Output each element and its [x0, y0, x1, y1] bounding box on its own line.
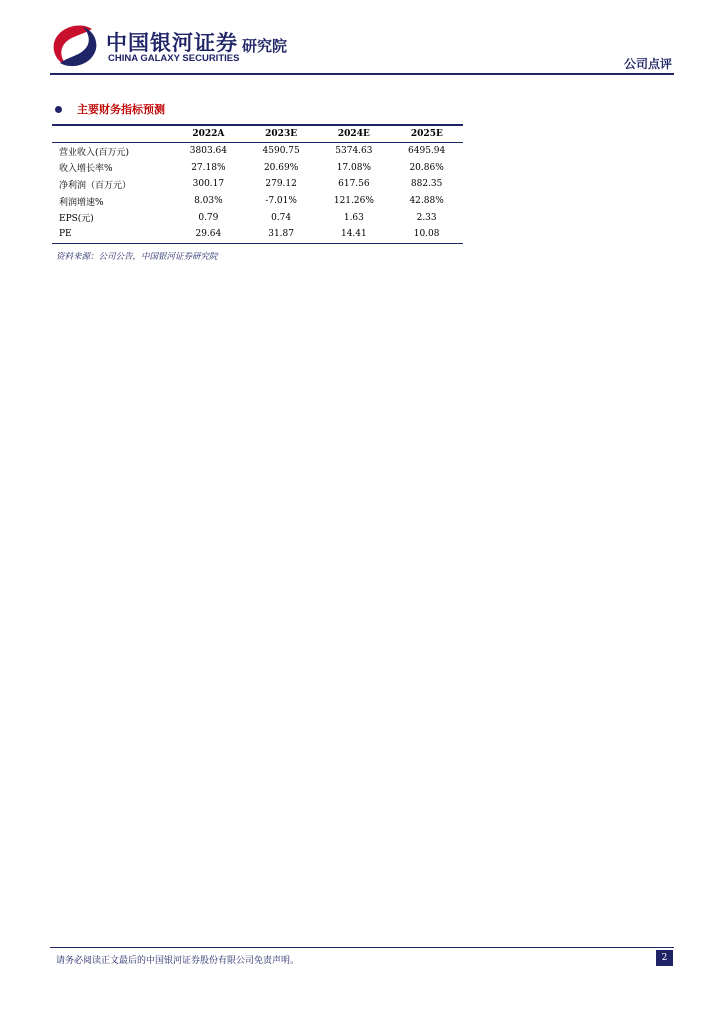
bullet-icon [55, 106, 62, 113]
table-cell: 8.03% [194, 196, 223, 207]
table-cell: 42.88% [409, 196, 444, 207]
table-cell: 10.08 [390, 226, 463, 243]
table-cell: -7.01% [265, 196, 297, 207]
row-label: 营业收入(百万元) [59, 147, 130, 158]
institute-label: 研究院 [242, 37, 288, 55]
table-cell: 14.41 [318, 226, 391, 243]
table-row [52, 193, 463, 210]
brand-name-cn: 中国银河证券 [106, 31, 238, 55]
column-header: 2022A [172, 125, 245, 143]
table-cell: 27.18% [191, 162, 226, 173]
row-label: EPS(元) [59, 214, 94, 225]
table-header-row [52, 125, 463, 143]
table-cell: 20.86% [409, 162, 444, 173]
row-label: PE [52, 226, 172, 243]
footer-disclaimer: 请务必阅读正文最后的中国银河证券股份有限公司免责声明。 [56, 956, 300, 966]
financial-forecast-table [52, 124, 463, 244]
brand-name-en: CHINA GALAXY SECURITIES [108, 53, 240, 64]
table-row [52, 160, 463, 177]
table-cell: 29.64 [172, 226, 245, 243]
table-cell: 6495.94 [408, 146, 446, 157]
table-cell: 121.26% [333, 196, 374, 207]
table-source-note: 资料来源：公司公告，中国银河证券研究院 [56, 252, 218, 262]
footer-divider [50, 947, 674, 948]
table-row [52, 209, 463, 226]
table-cell: 0.74 [271, 212, 292, 223]
table-cell: 20.69% [263, 162, 299, 173]
table-row [52, 226, 463, 243]
table-cell: 31.87 [245, 226, 318, 243]
column-header: 2023E [245, 125, 318, 143]
table-cell: 882.35 [410, 179, 443, 190]
table-cell: 4590.75 [262, 146, 300, 157]
row-label: 净利润（百万元） [59, 180, 132, 191]
row-label: 利润增速% [59, 197, 104, 208]
table-cell: 1.63 [343, 212, 364, 223]
column-header: 2025E [390, 125, 463, 143]
table-cell: 17.08% [336, 162, 372, 173]
header-divider [50, 73, 674, 75]
table-cell: 279.12 [265, 179, 297, 190]
header-cell-empty [52, 125, 172, 143]
page-number: 2 [656, 950, 673, 966]
table-row [52, 143, 463, 160]
table-cell: 2.33 [416, 212, 437, 223]
table-row [52, 176, 463, 193]
row-label: 收入增长率% [59, 164, 113, 175]
table-cell: 617.56 [338, 179, 370, 190]
table-cell: 300.17 [192, 179, 225, 190]
table-cell: 5374.63 [335, 146, 373, 157]
company-logo [50, 23, 100, 69]
document-type: 公司点评 [623, 57, 672, 71]
section-title: 主要财务指标预测 [77, 103, 165, 116]
table-cell: 3803.64 [189, 146, 227, 157]
table-cell: 0.79 [198, 212, 219, 223]
column-header: 2024E [318, 125, 391, 143]
